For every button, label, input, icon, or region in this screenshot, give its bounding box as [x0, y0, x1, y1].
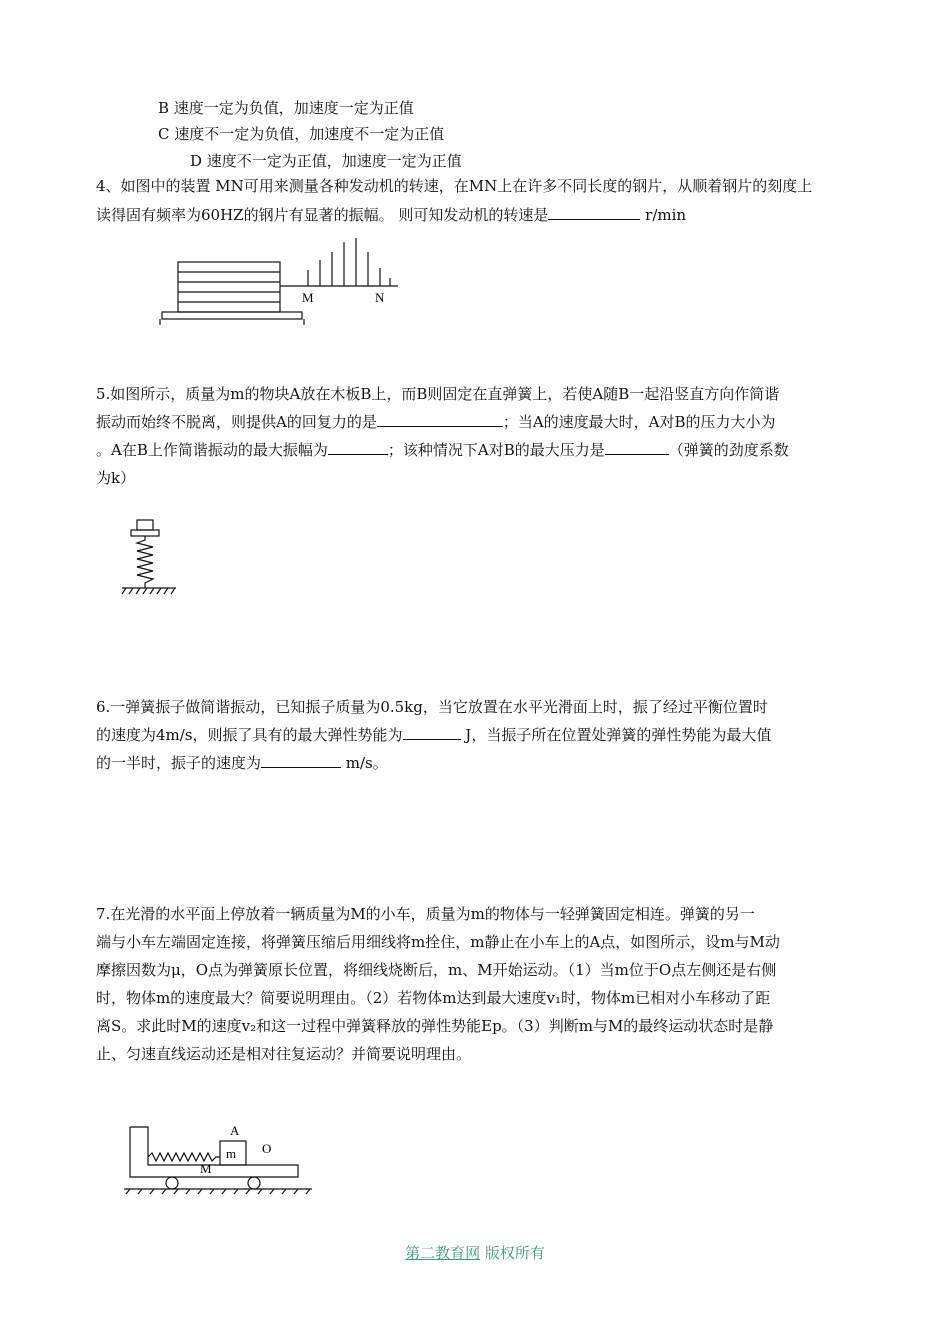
q6-block: [96, 693, 868, 777]
q7-block: [96, 900, 868, 1068]
block-a: [137, 520, 153, 530]
cart-spring: [148, 1153, 220, 1161]
q5-line4: 为k）: [96, 469, 136, 487]
q6-line3-pre: 的一半时，振子的速度为: [96, 754, 262, 772]
q5-blank-2[interactable]: [328, 438, 388, 455]
label-m-big: M: [200, 1161, 212, 1176]
q4-text-line2-pre: 读得固有频率为60HZ的钢片有显著的振幅。 则可知发动机的转速是: [96, 206, 549, 224]
q5-line2-post: ；当A的速度最大时，A对B的压力大小为: [502, 413, 776, 431]
q5-line1: 5.如图所示，质量为m的物块A放在木板B上，而B则固定在直弹簧上，若使A随B一起沿竖直方向作简谐: [96, 385, 780, 403]
q7-line2: 端与小车左端固定连接，将弹簧压缩后用细线将m拴住，m静止在小车上的A点，如图所示，设m与M动: [96, 933, 780, 951]
q6-blank-1[interactable]: [403, 723, 461, 740]
footer: [0, 1242, 950, 1263]
q6-line2-pre: 的速度为4m/s，则振了具有的最大弹性势能为: [96, 726, 403, 744]
label-m-small: m: [226, 1146, 237, 1161]
motor-block: [178, 262, 280, 312]
label-n: N: [375, 290, 385, 305]
q4-answer-blank[interactable]: [548, 203, 640, 220]
q7-line6: 止、匀速直线运动还是相对往复运动？并简要说明理由。: [96, 1045, 472, 1063]
q7-line1: 7.在光滑的水平面上停放着一辆质量为M的小车，质量为m的物体与一轻弹簧固定相连。弹簧的另一: [96, 905, 755, 923]
q6-blank-2[interactable]: [261, 751, 341, 768]
q5-line3-pre: 。A在B上作简谐振动的最大振幅为: [96, 441, 328, 459]
q5-line2-pre: 振动而始终不脱离，则提供A的回复力的是: [96, 413, 377, 431]
q5-block: [96, 380, 868, 492]
wheel-right: [248, 1177, 260, 1189]
q5-blank-1[interactable]: [377, 410, 503, 427]
label-a: A: [230, 1123, 240, 1138]
footer-link[interactable]: 第二教育网: [405, 1244, 481, 1262]
spring: [137, 536, 153, 588]
q4-text-line2: [96, 203, 866, 225]
q5-line3-post: （弹簧的劲度系数: [668, 441, 789, 459]
option-c: C 速度不一定为负值，加速度不一定为正值: [158, 125, 445, 143]
q6-line1: 6.一弹簧振子做简谐振动，已知振子质量为0.5kg，当它放置在水平光滑面上时，振了经过平衡位置时: [96, 698, 768, 716]
option-d: D 速度不一定为正值，加速度一定为正值: [190, 152, 462, 170]
q4-text-line1: 4、如图中的装置 MN可用来测量各种发动机的转速，在MN上在许多不同长度的钢片，从顺着钢片的刻度上: [96, 177, 813, 195]
q5-line3: [96, 436, 868, 464]
q6-line3: [96, 749, 868, 777]
q7-line4: 时，物体m的速度最大？简要说明理由。（2）若物体m达到最大速度v₁时，物体m已相对小车移动了距: [96, 989, 771, 1007]
q7-line3: 摩擦因数为μ，O点为弹簧原长位置，将细线烧断后，m、M开始运动。（1）当m位于O点左侧还是右侧: [96, 961, 777, 979]
q6-line2-post: J，当振子所在位置处弹簧的弹性势能为最大值: [460, 726, 772, 744]
q5-line3-mid: ；该种情况下A对B的最大压力是: [387, 441, 605, 459]
q5-blank-3[interactable]: [605, 438, 669, 455]
cart-m: [130, 1127, 298, 1177]
label-o: O: [262, 1141, 272, 1156]
q4-figure-reed-meter: [150, 230, 410, 330]
option-b: B 速度一定为负值，加速度一定为正值: [158, 99, 414, 117]
label-m: M: [302, 290, 314, 305]
q5-line2: [96, 408, 868, 436]
q7-line5: 离S。求此时M的速度v₂和这一过程中弹簧释放的弹性势能Ep。（3）判断m与M的最终运动状态时是静: [96, 1017, 774, 1035]
q5-figure-spring: [120, 518, 190, 598]
board-b: [131, 530, 159, 536]
q6-line3-post: m/s。: [341, 754, 388, 772]
q6-line2: [96, 721, 868, 749]
q7-figure-cart: [120, 1115, 320, 1195]
wheel-left: [166, 1177, 178, 1189]
q4-unit: r/min: [640, 206, 687, 224]
footer-copyright: 版权所有: [480, 1244, 545, 1262]
